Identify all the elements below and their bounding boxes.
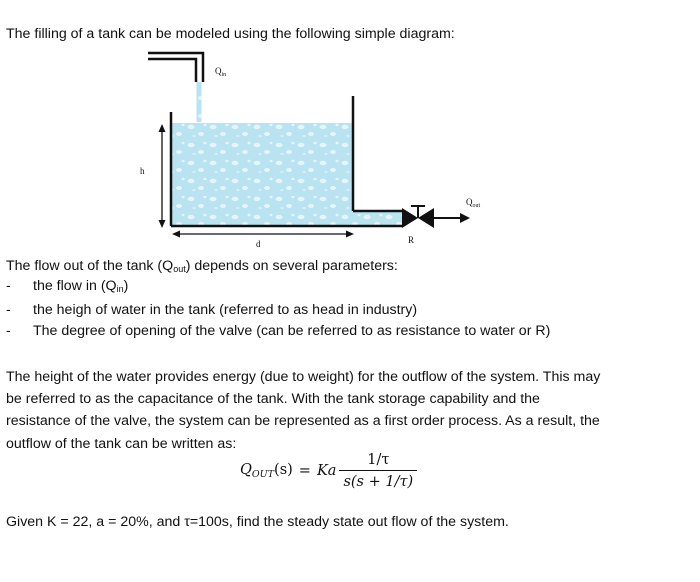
paragraph-line: The height of the water provides energy (due to weight) for the outflow of the system. This may xyxy=(6,369,601,385)
valve-icon xyxy=(402,206,434,228)
list-item: - the heigh of water in the tank (referred to as head in industry) xyxy=(6,302,418,318)
parameter-list xyxy=(6,276,550,342)
h-label: h xyxy=(140,166,145,176)
inlet-water-stream xyxy=(197,82,202,122)
paragraph-line: outflow of the tank can be written as: xyxy=(6,435,237,452)
r-label: R xyxy=(408,235,415,245)
flow-heading: The flow out of the tank $(Q_{out})$ depends on several parameters: xyxy=(6,258,398,274)
intro-text: The filling of a tank can be modeled using the following simple diagram: xyxy=(6,26,455,42)
list-item: - The degree of opening of the valve (can be referred to as resistance to water or R) xyxy=(6,323,551,339)
tank-water xyxy=(172,123,352,225)
formula-fraction xyxy=(339,452,417,490)
paragraph-line: resistance of the valve, the system can be represented as a first order process. As a result, the xyxy=(6,413,600,430)
transfer-function-formula: $Q_{OUT}(s)$ = Ka $\frac{1/\tau}{s(s + 1/\tau)}$ xyxy=(240,452,417,490)
paragraph-line: be referred to as the capacitance of the tank. With the tank storage capability and the xyxy=(6,391,540,408)
tank-diagram xyxy=(120,50,500,250)
formula-denominator: s(s + 1/τ) xyxy=(339,470,417,490)
formula-numerator: 1/τ xyxy=(367,452,390,468)
explanation-paragraph xyxy=(6,366,696,455)
q-out-label: $Q_{out}$ xyxy=(466,197,481,209)
d-label: d xyxy=(256,239,261,249)
q-in-label: $Q_{in}$ xyxy=(215,66,227,78)
list-item: - the flow in $(Q_{in})$ xyxy=(6,278,129,294)
given-statement: Given K = 22, a = 20%, and τ=100s, find the steady state out flow of the system. xyxy=(6,514,509,530)
